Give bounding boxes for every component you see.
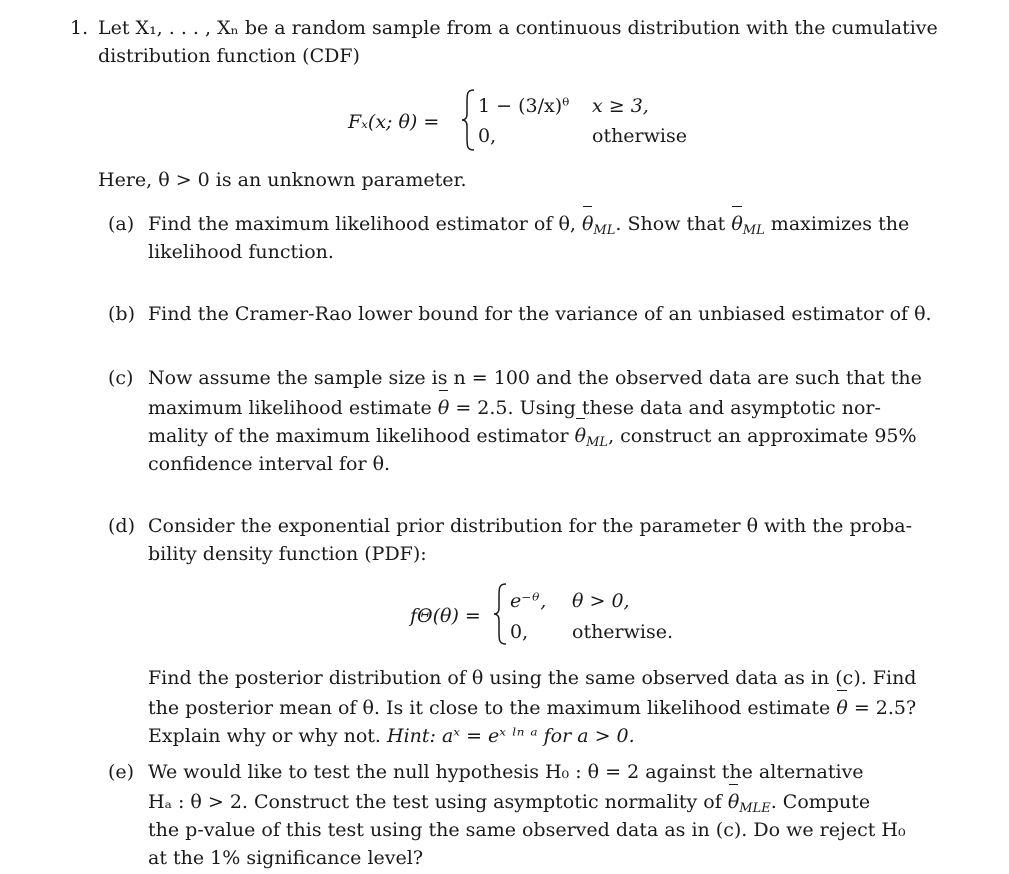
intro-line-2: distribution function (CDF) xyxy=(98,45,360,67)
pdf-case1-expr: e⁻ᶿ, xyxy=(510,590,547,612)
part-e-line-4: at the 1% significance level? xyxy=(148,847,424,869)
pdf-case2-expr: 0, xyxy=(510,621,529,643)
theta-hat-ml: θ xyxy=(582,210,593,238)
cdf-case2-cond: otherwise xyxy=(592,125,687,147)
part-c-label: (c) xyxy=(108,367,134,389)
cdf-brace xyxy=(460,88,476,152)
part-c-line-4: confidence interval for θ. xyxy=(148,453,391,475)
pdf-case1-cond: θ > 0, xyxy=(572,590,630,612)
part-d-line-5: Explain why or why not. Hint: aˣ = eˣ ˡⁿ ᵃ for a > 0. xyxy=(148,725,635,747)
part-e-line-3: the p-value of this test using the same observed data as in (c). Do we reject H₀ xyxy=(148,819,906,841)
cdf-case2-expr: 0, xyxy=(478,125,497,147)
part-b-label: (b) xyxy=(108,303,135,325)
part-d-line-1: Consider the exponential prior distribution for the parameter θ with the proba- xyxy=(148,515,913,537)
part-a-line-2: likelihood function. xyxy=(148,241,334,263)
cdf-case1-cond: x ≥ 3, xyxy=(592,95,649,117)
problem-number: 1. xyxy=(70,17,89,39)
part-e-line-2: Hₐ : θ > 2. Construct the test using asymptotic normality of $\theta_{MLE}$. Compute xyxy=(148,788,870,816)
theta-hat: θ xyxy=(438,394,449,422)
part-d-line-2: bility density function (PDF): xyxy=(148,543,427,565)
part-e-line-1: We would like to test the null hypothesis H₀ : θ = 2 against the alternative xyxy=(148,761,864,783)
part-c-line-2: maximum likelihood estimate θ = 2.5. Using these data and asymptotic nor- xyxy=(148,394,881,422)
part-c-line-1: Now assume the sample size is n = 100 and the observed data are such that the xyxy=(148,367,922,389)
part-d-line-3: Find the posterior distribution of θ using the same observed data as in (c). Find xyxy=(148,667,917,689)
theta-hat: θ xyxy=(836,694,847,722)
intro-line-1: Let X₁, . . . , Xₙ be a random sample from a continuous distribution with the cumulative xyxy=(98,17,938,39)
param-note: Here, θ > 0 is an unknown parameter. xyxy=(98,169,467,191)
theta-hat-ml: θ xyxy=(731,210,742,238)
part-c-line-3: mality of the maximum likelihood estimator $\theta_{ML}$, construct an approximate 95% xyxy=(148,422,917,450)
part-b-line-1: Find the Cramer-Rao lower bound for the variance of an unbiased estimator of θ. xyxy=(148,303,932,325)
theta-hat-mle: θ xyxy=(728,788,739,816)
part-d-label: (d) xyxy=(108,515,135,537)
pdf-brace xyxy=(492,582,508,646)
part-e-label: (e) xyxy=(108,761,135,783)
part-a-line-1: Find the maximum likelihood estimator of θ, $\theta_{ML}$. Show that $\theta_{ML}$ maximizes the xyxy=(148,210,909,238)
theta-hat-ml: θ xyxy=(575,422,586,450)
cdf-lhs: Fₓ(x; θ) = xyxy=(348,111,440,133)
part-a-label: (a) xyxy=(108,213,135,235)
pdf-case2-cond: otherwise. xyxy=(572,621,674,643)
part-d-line-4: the posterior mean of θ. Is it close to the maximum likelihood estimate θ = 2.5? xyxy=(148,694,916,722)
pdf-lhs: fΘ(θ) = xyxy=(410,605,481,627)
cdf-case1-expr: 1 − (3/x)ᶿ xyxy=(478,95,570,117)
